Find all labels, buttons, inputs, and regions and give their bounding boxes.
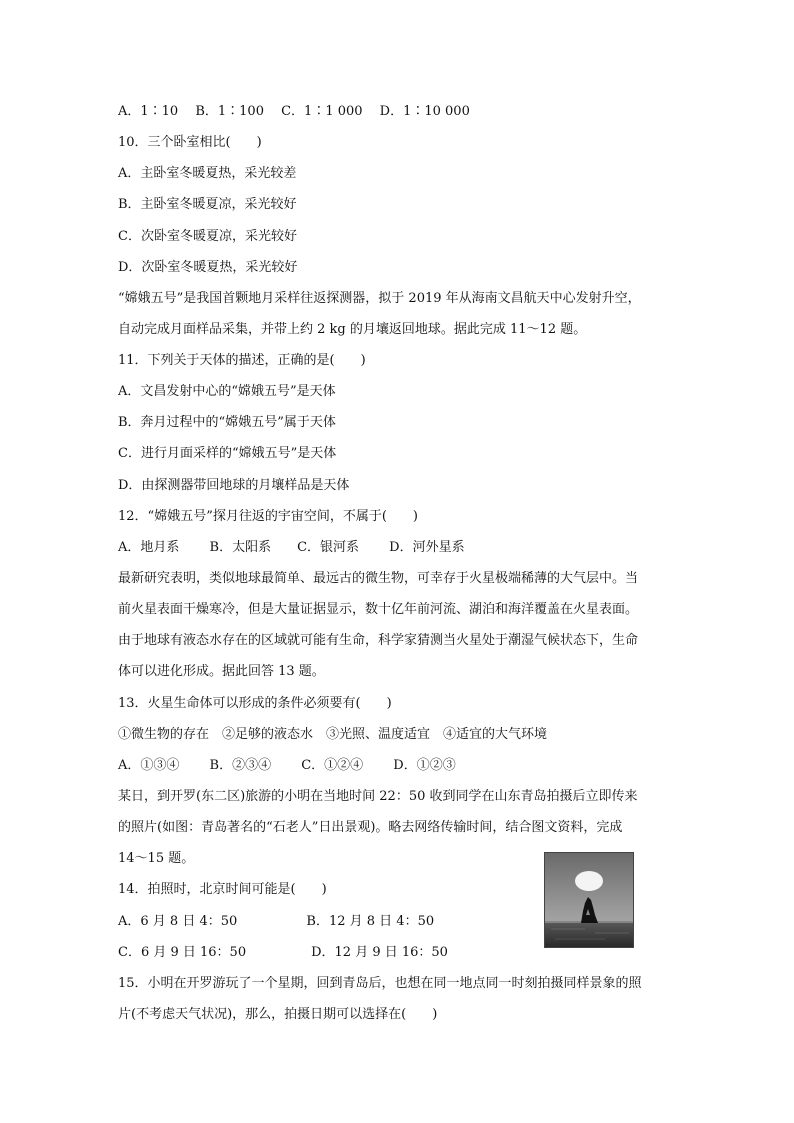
option-10a: A．主卧室冬暖夏热，采光较差 <box>118 166 297 181</box>
question-15-line-1: 15．小明在开罗游玩了一个星期，回到青岛后，也想在同一地点同一时刻拍摄同样景象的照 <box>118 976 642 991</box>
passage-mars-line-3: 由于地球有液态水存在的区域就可能有生命，科学家猜测当火星处于潮湿气候状态下，生命 <box>118 633 639 648</box>
question-11: 11．下列关于天体的描述，正确的是( ) <box>118 353 366 368</box>
passage-mars-line-1: 最新研究表明，类似地球最简单、最远古的微生物，可幸存于火星极端稀薄的大气层中。当 <box>118 571 639 586</box>
question-12: 12．“嫦娥五号”探月往返的宇宙空间，不属于( ) <box>118 509 418 524</box>
options-12: A．地月系 B．太阳系 C．银河系 D．河外星系 <box>118 540 465 555</box>
option-11b: B．奔月过程中的“嫦娥五号”属于天体 <box>118 415 336 430</box>
passage-chang-e-line-2: 自动完成月面样品采集，并带上约 2 kg 的月壤返回地球。据此完成 11～12 题。 <box>118 322 587 337</box>
question-15-line-2: 片(不考虑天气状况)，那么，拍摄日期可以选择在( ) <box>118 1007 438 1022</box>
question-13: 13．火星生命体可以形成的条件必须要有( ) <box>118 696 392 711</box>
option-10c: C．次卧室冬暖夏凉，采光较好 <box>118 229 297 244</box>
passage-mars-line-4: 体可以进化形成。据此回答 13 题。 <box>118 664 325 679</box>
passage-chang-e-line-1: “嫦娥五号”是我国首颗地月采样往返探测器，拟于 2019 年从海南文昌航天中心发射升空， <box>118 291 641 306</box>
sunrise-rock-image <box>545 853 633 947</box>
option-11a: A．文昌发射中心的“嫦娥五号”是天体 <box>118 384 336 399</box>
passage-cairo-line-1: 某日，到开罗(东二区)旅游的小明在当地时间 22：50 收到同学在山东青岛拍摄后立即传来 <box>118 789 638 804</box>
passage-cairo-line-2: 的照片(如图：青岛著名的“石老人”日出景观)。略去网络传输时间，结合图文资料，完成 <box>118 820 623 835</box>
options-14-cd: C．6 月 9 日 16：50 D．12 月 9 日 16：50 <box>118 945 448 960</box>
question-10: 10．三个卧室相比( ) <box>118 135 262 150</box>
option-11c: C．进行月面采样的“嫦娥五号”是天体 <box>118 446 337 461</box>
option-10b: B．主卧室冬暖夏凉，采光较好 <box>118 197 297 212</box>
options-13: A．①③④ B．②③④ C．①②④ D．①②③ <box>118 758 456 773</box>
conditions-13: ①微生物的存在 ②足够的液态水 ③光照、温度适宜 ④适宜的大气环境 <box>118 727 548 742</box>
answer-options-9: A．1∶10 B．1∶100 C．1∶1 000 D．1∶10 000 <box>118 104 470 119</box>
sunrise-rock-photo <box>544 852 634 948</box>
question-14: 14．拍照时，北京时间可能是( ) <box>118 882 327 897</box>
option-11d: D．由探测器带回地球的月壤样品是天体 <box>118 478 350 493</box>
option-10d: D．次卧室冬暖夏热，采光较好 <box>118 260 298 275</box>
options-14-ab: A．6 月 8 日 4：50 B．12 月 8 日 4：50 <box>118 914 435 929</box>
passage-mars-line-2: 前火星表面干燥寒冷，但是大量证据显示，数十亿年前河流、湖泊和海洋覆盖在火星表面。 <box>118 602 639 617</box>
passage-cairo-line-3: 14～15 题。 <box>118 851 195 866</box>
